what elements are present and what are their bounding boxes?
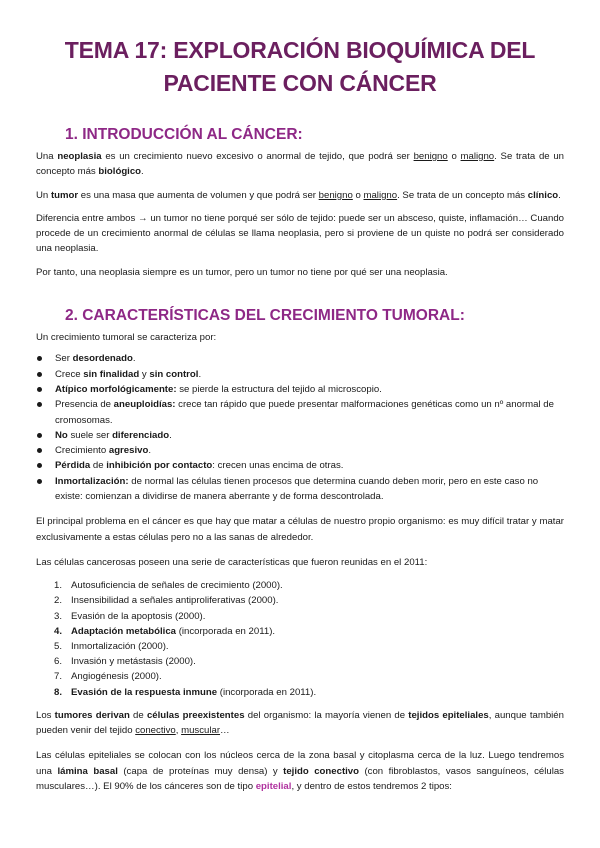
hallmarks-list — [36, 578, 564, 700]
paragraph-conclusion: Por tanto, una neoplasia siempre es un tumor, pero un tumor no tiene por qué ser una neoplasia. — [36, 266, 448, 278]
list-item: Inmortalización: de normal las células tienen procesos que determina cuando deben morir, pero en este caso no existe: comienzan a dividirse de manera aberrante y de forma descontrolada. — [36, 474, 564, 505]
list-item: Presencia de aneuploidías: crece tan rápido que puede presentar malformaciones genéticas como un nº anormal de cromosomas. — [36, 397, 564, 428]
title-line-2: PACIENTE CON CÁNCER — [163, 70, 437, 96]
list-item: 5. Inmortalización (2000). — [54, 641, 169, 653]
list-item: 7. Angiogénesis (2000). — [54, 671, 162, 683]
list-item: 8. Evasión de la respuesta inmune (incorporada en 2011). — [54, 686, 317, 698]
paragraph-principal-problema: El principal problema en el cáncer es que hay que matar a células de nuestro propio organismo: es muy difícil tratar y matar exclusivamente a estas células pero no a las sanas de alrededor. — [36, 516, 564, 543]
paragraph-neoplasia: Una neoplasia es un crecimiento nuevo excesivo o anormal de tejido, que podrá ser benigno o maligno. Se trata de un concepto más biológico. — [36, 151, 565, 178]
list-item: 6. Invasión y metástasis (2000). — [54, 656, 196, 668]
list-item: 1. Autosuficiencia de señales de crecimiento (2000). — [54, 580, 283, 592]
list-item: 3. Evasión de la apoptosis (2000). — [54, 610, 206, 622]
page-title — [36, 34, 564, 100]
list-item: 4. Adaptación metabólica (incorporada en 2011). — [54, 625, 276, 637]
paragraph-celulas-epiteliales: Las células epiteliales se colocan con los núcleos cerca de la zona basal y citoplasma cerca de la luz. Luego tendremos una lámina basal (capa de proteínas muy densa) y tejido conectivo (con fibroblastos, vasos sanguíneos, células musculares…). El 90% de los cánceres son de tipo epitelial, y dentro de estos tendremos 2 tipos: — [36, 750, 564, 793]
list-item: No suele ser diferenciado. — [36, 428, 564, 443]
list-item: Crece sin finalidad y sin control. — [36, 367, 564, 382]
list-item: Crecimiento agresivo. — [36, 443, 564, 458]
paragraph-tumor: Un tumor es una masa que aumenta de volumen y que podrá ser benigno o maligno. Se trata de un concepto más clínico. — [36, 189, 561, 201]
list-item: Pérdida de inhibición por contacto: crecen unas encima de otras. — [36, 458, 564, 473]
paragraph-diferencia: Diferencia entre ambos → un tumor no tiene porqué ser sólo de tejido: puede ser un absceso, quiste, inflamación… Cuando procede de un crecimiento anormal de células se llama neoplasia, pero si proviene de un quiste no podrá ser considerado una neoplasia. — [36, 212, 564, 255]
characteristics-list — [36, 351, 564, 504]
paragraph-origen-tumores: Los tumores derivan de células preexistentes del organismo: la mayoría vienen de tejidos epiteliales, aunque también pueden venir del tejido conectivo, muscular… — [36, 709, 564, 737]
section-heading-caracteristicas: 2. CARACTERÍSTICAS DEL CRECIMIENTO TUMORAL: — [65, 307, 465, 325]
paragraph-hallmarks-intro: Las células cancerosas poseen una serie de características que fueron reunidas en el 2011: — [36, 556, 428, 568]
list-item: Ser desordenado. — [36, 351, 564, 366]
title-line-1: TEMA 17: EXPLORACIÓN BIOQUÍMICA DEL — [64, 37, 536, 63]
paragraph-intro-caracteristicas: Un crecimiento tumoral se caracteriza por: — [36, 332, 217, 344]
section-heading-introduccion: 1. INTRODUCCIÓN AL CÁNCER: — [65, 126, 303, 143]
list-item: 2. Insensibilidad a señales antiproliferativas (2000). — [54, 595, 279, 607]
list-item: Atípico morfológicamente: se pierde la estructura del tejido al microscopio. — [36, 382, 564, 397]
